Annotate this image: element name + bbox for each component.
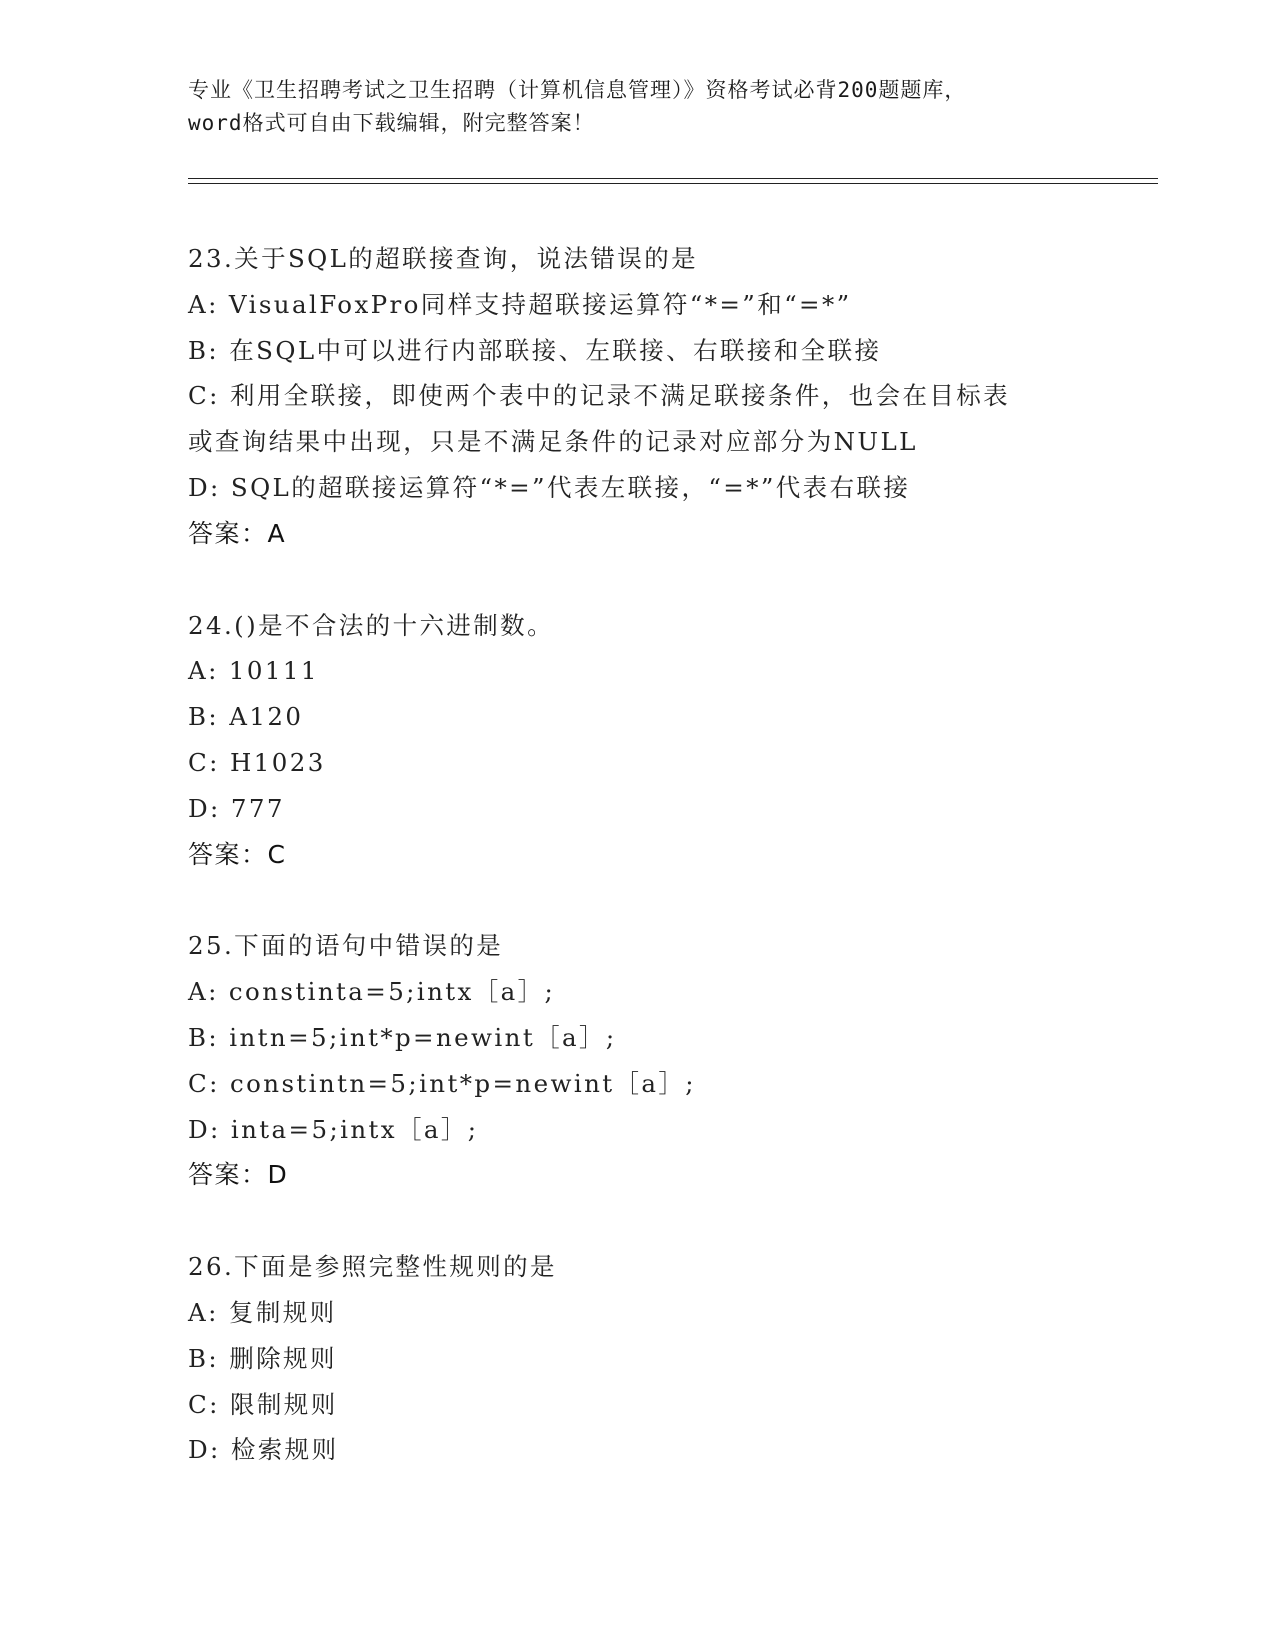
answer-value: D [267,1160,289,1190]
question-24-option-b: B: A120 [188,702,304,732]
answer-label: 答案： [188,839,268,869]
document-header [188,74,1088,140]
answer-label: 答案： [188,518,268,548]
question-23-option-a: A: VisualFoxPro同样支持超联接运算符“*=”和“=*” [188,289,852,319]
question-26-option-c: C: 限制规则 [188,1389,338,1419]
question-26-option-a: A: 复制规则 [188,1297,337,1327]
header-title-line-2: word格式可自由下载编辑，附完整答案！ [188,111,595,135]
answer-label: 答案： [188,1160,268,1190]
question-23-option-d: D: SQL的超联接运算符“*=”代表左联接，“=*”代表右联接 [188,472,911,502]
question-25-option-a: A: constinta=5;intx［a］; [188,977,556,1007]
question-26-option-b: B: 删除规则 [188,1343,337,1373]
question-24 [188,603,1148,878]
question-23-option-c-continued: 或查询结果中出现，只是不满足条件的记录对应部分为NULL [188,427,918,457]
header-title-line-1: 专业《卫生招聘考试之卫生招聘（计算机信息管理）》资格考试必背200题题库， [188,78,967,102]
question-23-stem: 23.关于SQL的超联接查询，说法错误的是 [188,244,699,273]
answer-value: C [267,839,287,869]
question-24-option-c: C: H1023 [188,747,326,777]
question-23-option-c: C: 利用全联接，即使两个表中的记录不满足联接条件，也会在目标表 [188,381,1011,411]
question-24-option-d: D: 777 [188,793,285,823]
header-divider-top [188,178,1158,179]
question-26 [188,1244,1148,1473]
question-23-option-b: B: 在SQL中可以进行内部联接、左联接、右联接和全联接 [188,335,882,365]
question-26-option-d: D: 检索规则 [188,1435,339,1465]
answer-value: A [267,518,287,548]
question-25-option-d: D: inta=5;intx［a］; [188,1114,479,1144]
question-25 [188,923,1148,1198]
question-25-stem: 25.下面的语句中错误的是 [188,931,504,961]
question-24-stem: 24.()是不合法的十六进制数。 [188,610,554,640]
question-26-stem: 26.下面是参照完整性规则的是 [188,1252,557,1282]
question-25-option-b: B: intn=5;int*p=newint［a］; [188,1022,617,1052]
question-24-answer [188,832,1148,878]
header-divider-bottom [188,183,1158,184]
question-25-answer [188,1152,1148,1198]
question-25-option-c: C: constintn=5;int*p=newint［a］; [188,1068,696,1098]
question-24-option-a: A: 10111 [188,656,319,686]
question-23-answer [188,511,1148,557]
question-list [188,236,1148,1473]
question-23 [188,236,1148,557]
